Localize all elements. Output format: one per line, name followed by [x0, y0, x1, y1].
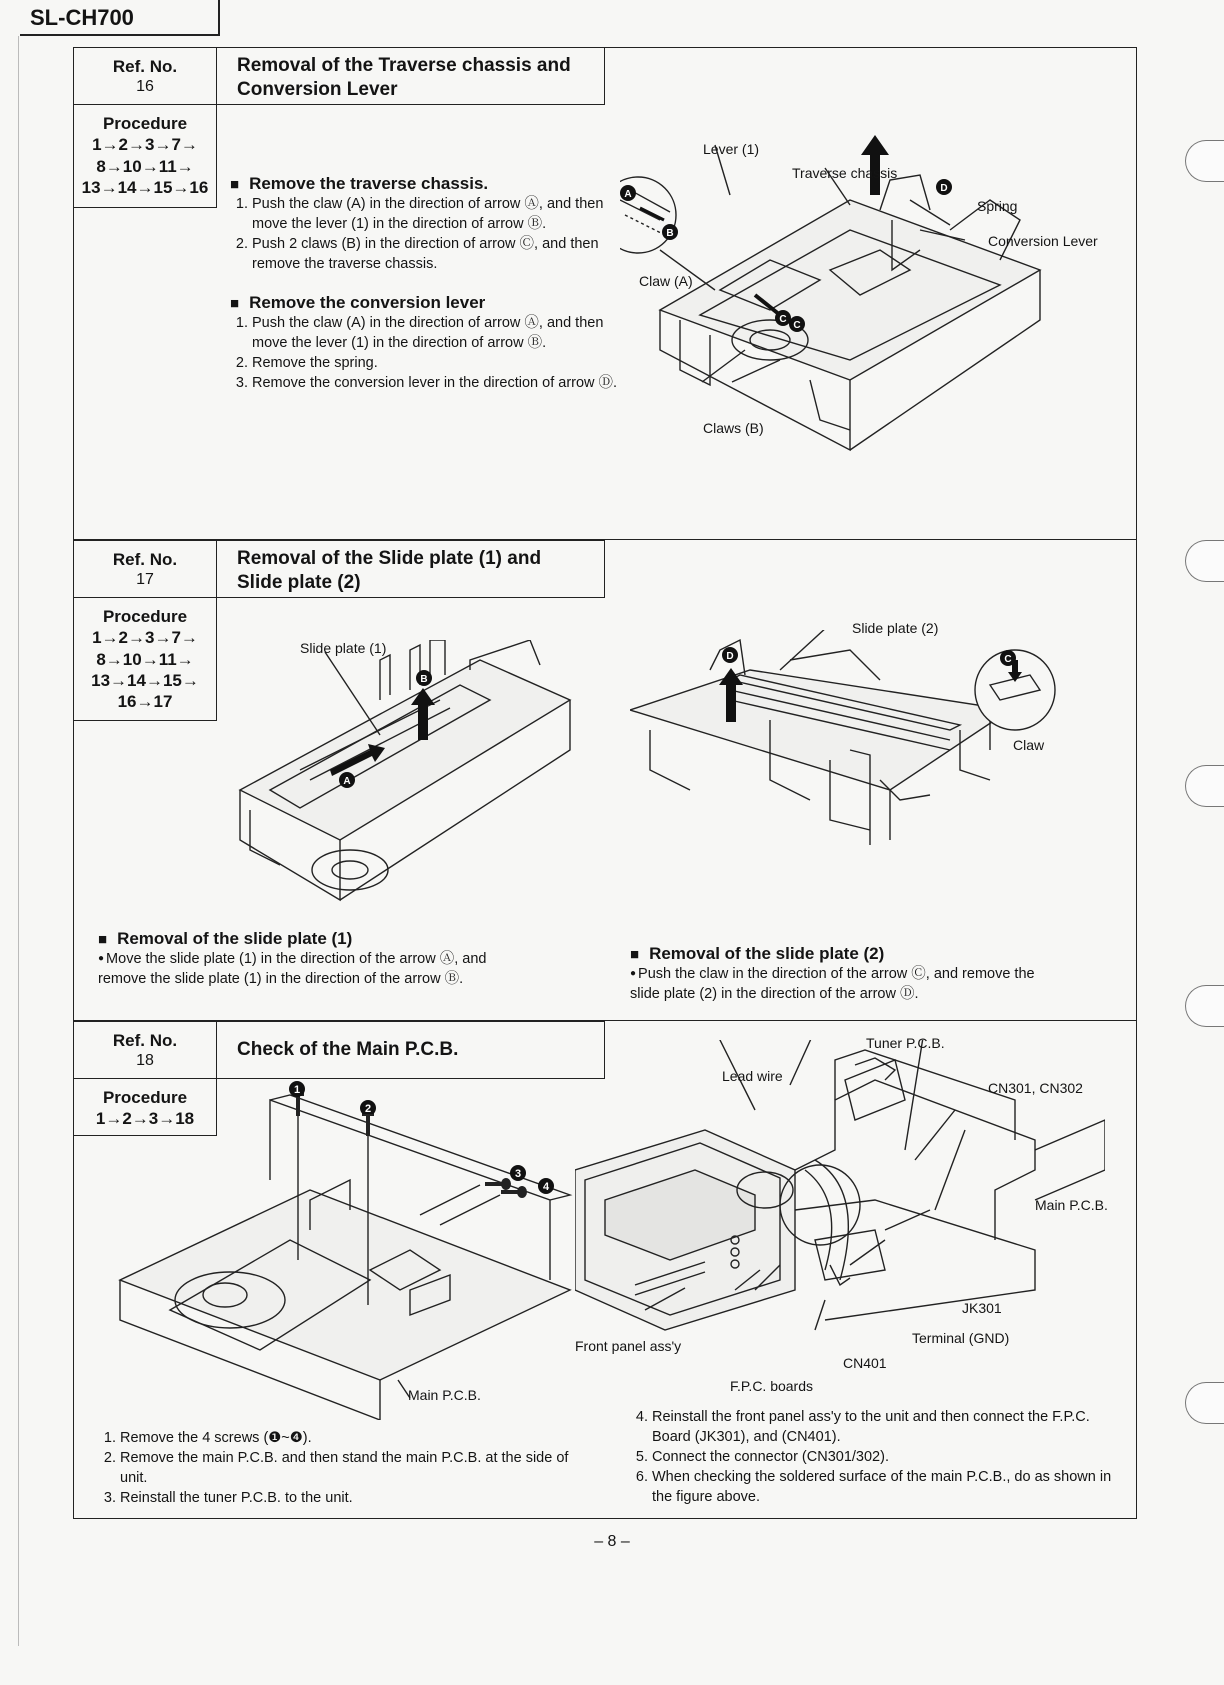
subsection-heading: ■ Remove the conversion lever	[230, 293, 485, 313]
binder-hole	[1185, 765, 1224, 807]
marker-c: C	[793, 320, 801, 331]
section-title-line: Conversion Lever	[237, 78, 398, 100]
ref-no-value: 17	[136, 571, 154, 589]
section-title-line: Slide plate (2)	[237, 571, 361, 593]
label-cn401: CN401	[843, 1355, 887, 1371]
label-claws-b: Claws (B)	[703, 420, 764, 436]
label-claw: Claw	[1013, 737, 1045, 753]
ref-no-value: 16	[136, 78, 154, 96]
step-item: 2. Remove the main P.C.B. and then stand the main P.C.B. at the side of unit.	[120, 1448, 590, 1488]
label-fpc-boards: F.P.C. boards	[730, 1378, 814, 1394]
ref-no-label: Ref. No.	[112, 550, 178, 569]
label-spring: Spring	[977, 198, 1018, 214]
procedure-sequence: 1→2→3→18	[95, 1109, 195, 1129]
screw-2-marker: 2	[364, 1103, 372, 1114]
section-title	[216, 47, 605, 105]
section-title-line: Check of the Main P.C.B.	[237, 1039, 459, 1060]
step-list	[98, 1428, 590, 1508]
instruction-text: ● Move the slide plate (1) in the direction of the arrow Ⓐ, and remove the slide plate (1) in the direction of the arrow Ⓑ.	[98, 949, 488, 989]
marker-b: B	[666, 228, 674, 239]
label-slide-plate-2: Slide plate (2)	[852, 620, 939, 636]
procedure-label: Procedure	[102, 607, 188, 626]
marker-d: D	[940, 183, 948, 194]
step-item: 6. When checking the soldered surface of the main P.C.B., do as shown in the figure above.	[652, 1467, 1112, 1507]
procedure-sequence: 1→2→3→7→	[92, 135, 198, 155]
binder-hole	[1185, 540, 1224, 582]
subsection-heading: ■ Remove the traverse chassis.	[230, 174, 488, 194]
label-lever: Lever (1)	[703, 141, 760, 157]
procedure-sequence: 13→14→15→	[91, 670, 199, 690]
label-main-pcb: Main P.C.B.	[408, 1387, 481, 1403]
subsection-heading: ■ Removal of the slide plate (2)	[630, 944, 884, 964]
label-claw-a: Claw (A)	[639, 273, 693, 289]
label-front-panel: Front panel ass'y	[575, 1338, 682, 1354]
marker-c: C	[1004, 654, 1012, 665]
instruction-text: ● Push the claw in the direction of the arrow Ⓒ, and remove the slide plate (2) in the direction of the arrow Ⓓ.	[630, 964, 1050, 1004]
procedure-sequence: 16→17	[117, 692, 173, 711]
marker-d: D	[726, 651, 734, 662]
procedure-sequence: 1→2→3→7→	[92, 628, 198, 648]
screw-3-marker: 3	[514, 1168, 522, 1180]
label-jk301: JK301	[962, 1300, 1002, 1316]
step-item: 1. Remove the 4 screws (❶~❹).	[120, 1428, 590, 1448]
page-number: – 8 –	[594, 1533, 630, 1550]
binder-hole	[1185, 140, 1224, 182]
subsection-heading: ■ Removal of the slide plate (1)	[98, 929, 352, 949]
ref-no-label: Ref. No.	[112, 1031, 178, 1050]
ref-no-box	[73, 540, 217, 598]
label-main-pcb: Main P.C.B.	[1035, 1197, 1108, 1213]
screw-1-marker: 1	[293, 1084, 301, 1096]
ref-no-box	[73, 47, 217, 105]
section-title-line: Removal of the Traverse chassis and	[237, 55, 571, 76]
label-terminal-gnd: Terminal (GND)	[912, 1330, 1010, 1346]
procedure-label: Procedure	[102, 1088, 188, 1107]
procedure-sequence: 8→10→11→	[96, 156, 194, 176]
step-list	[230, 194, 632, 274]
ref-no-value: 18	[136, 1052, 154, 1070]
marker-c: C	[779, 314, 787, 325]
marker-a: A	[343, 776, 351, 787]
section-title	[216, 540, 605, 598]
step-item: 2. Push 2 claws (B) in the direction of arrow Ⓒ, and then remove the traverse chassis.	[252, 234, 632, 274]
procedure-sequence: 13→14→15→16	[81, 177, 209, 197]
label-cn301-cn302: CN301, CN302	[988, 1080, 1083, 1096]
marker-a: A	[624, 189, 632, 200]
step-list	[630, 1407, 1112, 1507]
binder-hole	[1185, 1382, 1224, 1424]
screw-markers-top	[285, 1078, 395, 1114]
binding-edge-line	[18, 36, 19, 1646]
step-item: 3. Reinstall the tuner P.C.B. to the unit.	[120, 1488, 590, 1508]
procedure-label: Procedure	[102, 114, 188, 133]
slide-plate-1-illustration	[230, 640, 580, 930]
step-item: 5. Connect the connector (CN301/302).	[652, 1447, 1112, 1467]
step-item: 1. Push the claw (A) in the direction of arrow Ⓐ, and then move the lever (1) in the direction of arrow Ⓑ.	[252, 194, 632, 234]
label-conversion-lever: Conversion Lever	[988, 233, 1098, 249]
label-traverse-chassis: Traverse chassis	[792, 165, 898, 181]
step-item: 2. Remove the spring.	[252, 353, 632, 373]
step-list	[230, 313, 632, 393]
label-tuner-pcb: Tuner P.C.B.	[866, 1035, 945, 1051]
section-title-line: Removal of the Slide plate (1) and	[237, 548, 542, 569]
procedure-sequence: 8→10→11→	[96, 649, 194, 669]
ref-no-box	[73, 1021, 217, 1079]
model-tab	[20, 0, 220, 36]
label-slide-plate-1: Slide plate (1)	[300, 640, 387, 656]
marker-b: B	[420, 674, 428, 685]
main-pcb-screws-illustration	[110, 1080, 580, 1420]
label-lead-wire: Lead wire	[722, 1068, 783, 1084]
screw-4-marker: 4	[542, 1181, 550, 1193]
step-item: 4. Reinstall the front panel ass'y to the unit and then connect the F.P.C. Board (JK301), and (CN401).	[652, 1407, 1112, 1447]
binder-hole	[1185, 985, 1224, 1027]
section-title	[216, 1021, 605, 1079]
ref-no-label: Ref. No.	[112, 57, 178, 76]
procedure-box	[73, 104, 217, 208]
step-item: 1. Push the claw (A) in the direction of arrow Ⓐ, and then move the lever (1) in the direction of arrow Ⓑ.	[252, 313, 632, 353]
step-item: 3. Remove the conversion lever in the direction of arrow Ⓓ.	[252, 373, 632, 393]
model-name: SL-CH700	[30, 5, 134, 30]
procedure-box	[73, 597, 217, 721]
